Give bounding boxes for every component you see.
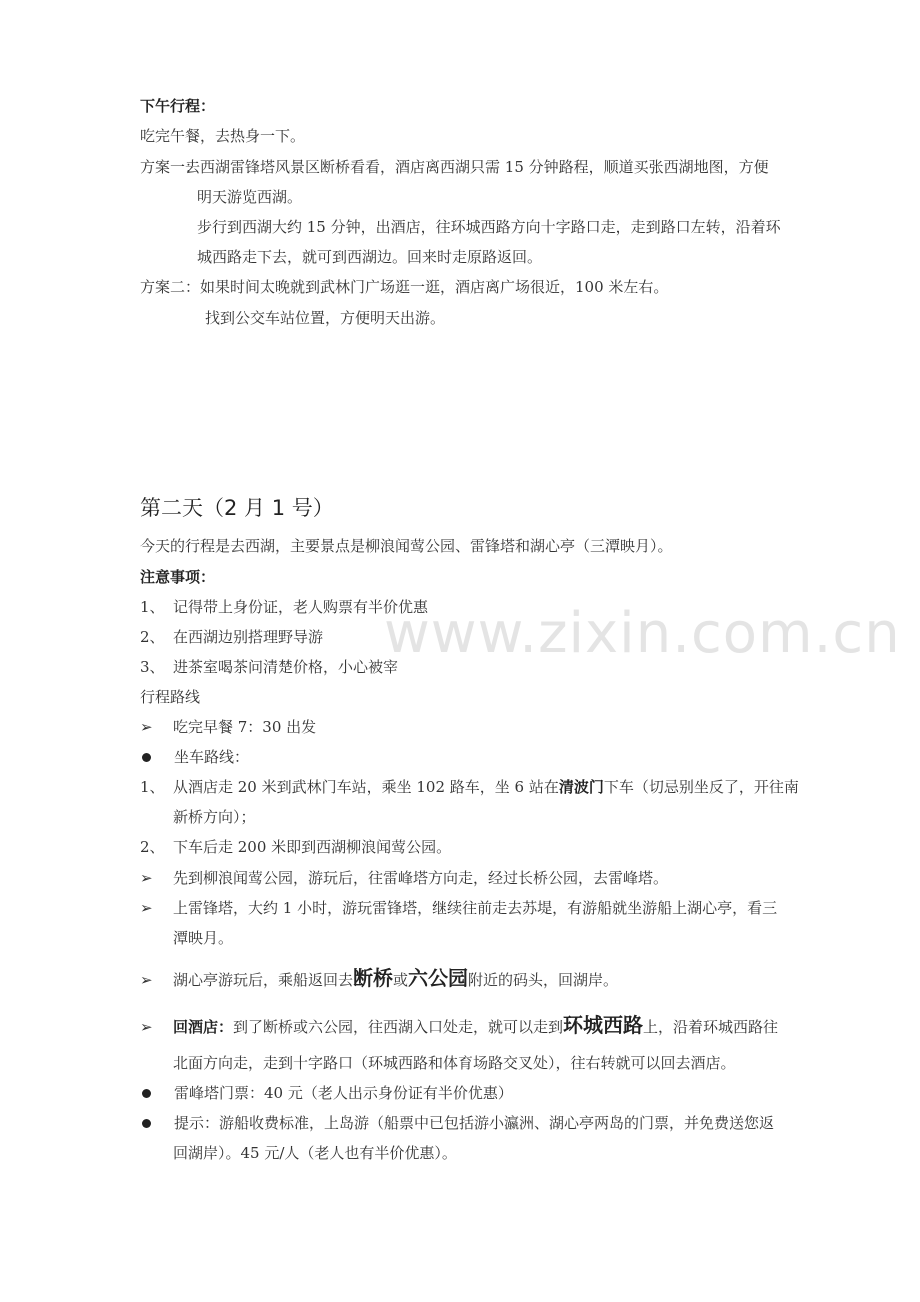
route-text: 坐车路线： [174,748,250,766]
step-text: 从酒店走 20 米到武林门车站，乘坐 102 路车，坐 6 站在 [173,778,559,796]
plan1-walk: 步行到西湖大约 15 分钟，出酒店，往环城西路方向十字路口走，走到路口左转，沿着环 [197,218,781,236]
plan1-text-cont: 明天游览西湖。 [197,188,303,206]
route-text: 先到柳浪闻莺公园，游玩后，往雷峰塔方向走，经过长桥公园，去雷峰塔。 [173,869,669,887]
route-label: 回酒店： [173,1018,234,1036]
note-item [140,627,323,647]
route-item [140,1113,774,1133]
note-text: 在西湖边别搭理野导游 [173,628,324,646]
plan2-text: 如果时间太晚就到武林门广场逛一逛，酒店离广场很近，100 米左右。 [200,278,669,296]
route-text: 到了断桥或六公园，往西湖入口处走，就可以走到 [233,1018,564,1036]
route-item [140,717,316,737]
route-text: 或 [393,971,409,989]
route-heading: 行程路线 [140,688,201,706]
arrow-bullet-icon: ➢ [140,899,153,917]
route-text: 提示：游船收费标准，上岛游（船票中已包括游小瀛洲、湖心亭两岛的门票，并免费送您返 [174,1114,775,1132]
note-item [140,657,398,677]
route-item [140,1083,513,1103]
plan2-text-cont: 找到公交车站位置，方便明天出游。 [205,309,446,327]
bullet-dot-icon [142,1089,151,1098]
note-number: 2、 [140,628,165,646]
route-text-cont: 潭映月。 [173,929,234,947]
note-number: 3、 [140,658,165,676]
plan1-text: 去西湖雷锋塔风景区断桥看看，酒店离西湖只需 15 分钟路程，顺道买张西湖地图，方便 [185,158,769,176]
plan2-line [140,277,668,297]
note-number: 1、 [140,598,165,616]
route-text-cont: 北面方向走，走到十字路口（环城西路和体育场路交叉处），往右转就可以回去酒店。 [173,1054,736,1072]
step-number: 2、 [140,838,165,856]
plan2-label: 方案二： [140,278,201,296]
route-item [140,965,618,993]
afternoon-line: 吃完午餐，去热身一下。 [140,127,306,145]
step-number: 1、 [140,778,165,796]
step-highlight: 清波门 [558,778,604,796]
route-text: 上，沿着环城西路往 [643,1018,779,1036]
place-highlight: 环城西路 [563,1013,644,1037]
route-text-cont: 回湖岸）。45 元/人（老人也有半价优惠）。 [173,1144,457,1162]
plan1-walk-cont: 城西路走下去，就可到西湖边。回来时走原路返回。 [197,248,543,266]
step-text: 下车（切忌别坐反了，开往南 [603,778,799,796]
step-text-cont: 新桥方向）； [173,808,256,826]
arrow-bullet-icon: ➢ [140,869,153,887]
arrow-bullet-icon: ➢ [140,718,153,736]
plan1-label: 方案一： [140,158,201,176]
day2-intro: 今天的行程是去西湖，主要景点是柳浪闻莺公园、雷锋塔和湖心亭（三潭映月）。 [140,537,673,555]
route-step [140,777,799,797]
bullet-dot-icon [142,753,151,762]
day2-title: 第二天（2 月 1 号） [140,496,334,520]
route-text: 吃完早餐 7：30 出发 [173,718,317,736]
route-item [140,868,668,888]
arrow-bullet-icon: ➢ [140,971,153,989]
place-highlight: 六公园 [408,966,469,990]
route-item [140,747,249,767]
route-text: 湖心亭游玩后，乘船返回去 [173,971,354,989]
place-highlight: 断桥 [353,966,394,990]
watermark: www.zixin.com.cn [384,601,901,666]
route-item [140,898,777,918]
route-item [140,1012,778,1040]
step-text: 下车后走 200 米即到西湖柳浪闻莺公园。 [173,838,452,856]
route-text: 上雷锋塔，大约 1 小时，游玩雷锋塔，继续往前走去苏堤，有游船就坐游船上湖心亭，看三 [173,899,778,917]
route-step [140,837,451,857]
note-text: 记得带上身份证，老人购票有半价优惠 [173,598,429,616]
bullet-dot-icon [142,1119,151,1128]
route-text: 雷峰塔门票：40 元（老人出示身份证有半价优惠） [174,1084,513,1102]
notes-heading: 注意事项： [140,568,216,586]
note-text: 进茶室喝茶问清楚价格，小心被宰 [173,658,399,676]
arrow-bullet-icon: ➢ [140,1018,153,1036]
route-text: 附近的码头，回湖岸。 [468,971,619,989]
afternoon-heading: 下午行程： [140,97,216,115]
note-item [140,597,428,617]
plan1-line [140,157,769,177]
